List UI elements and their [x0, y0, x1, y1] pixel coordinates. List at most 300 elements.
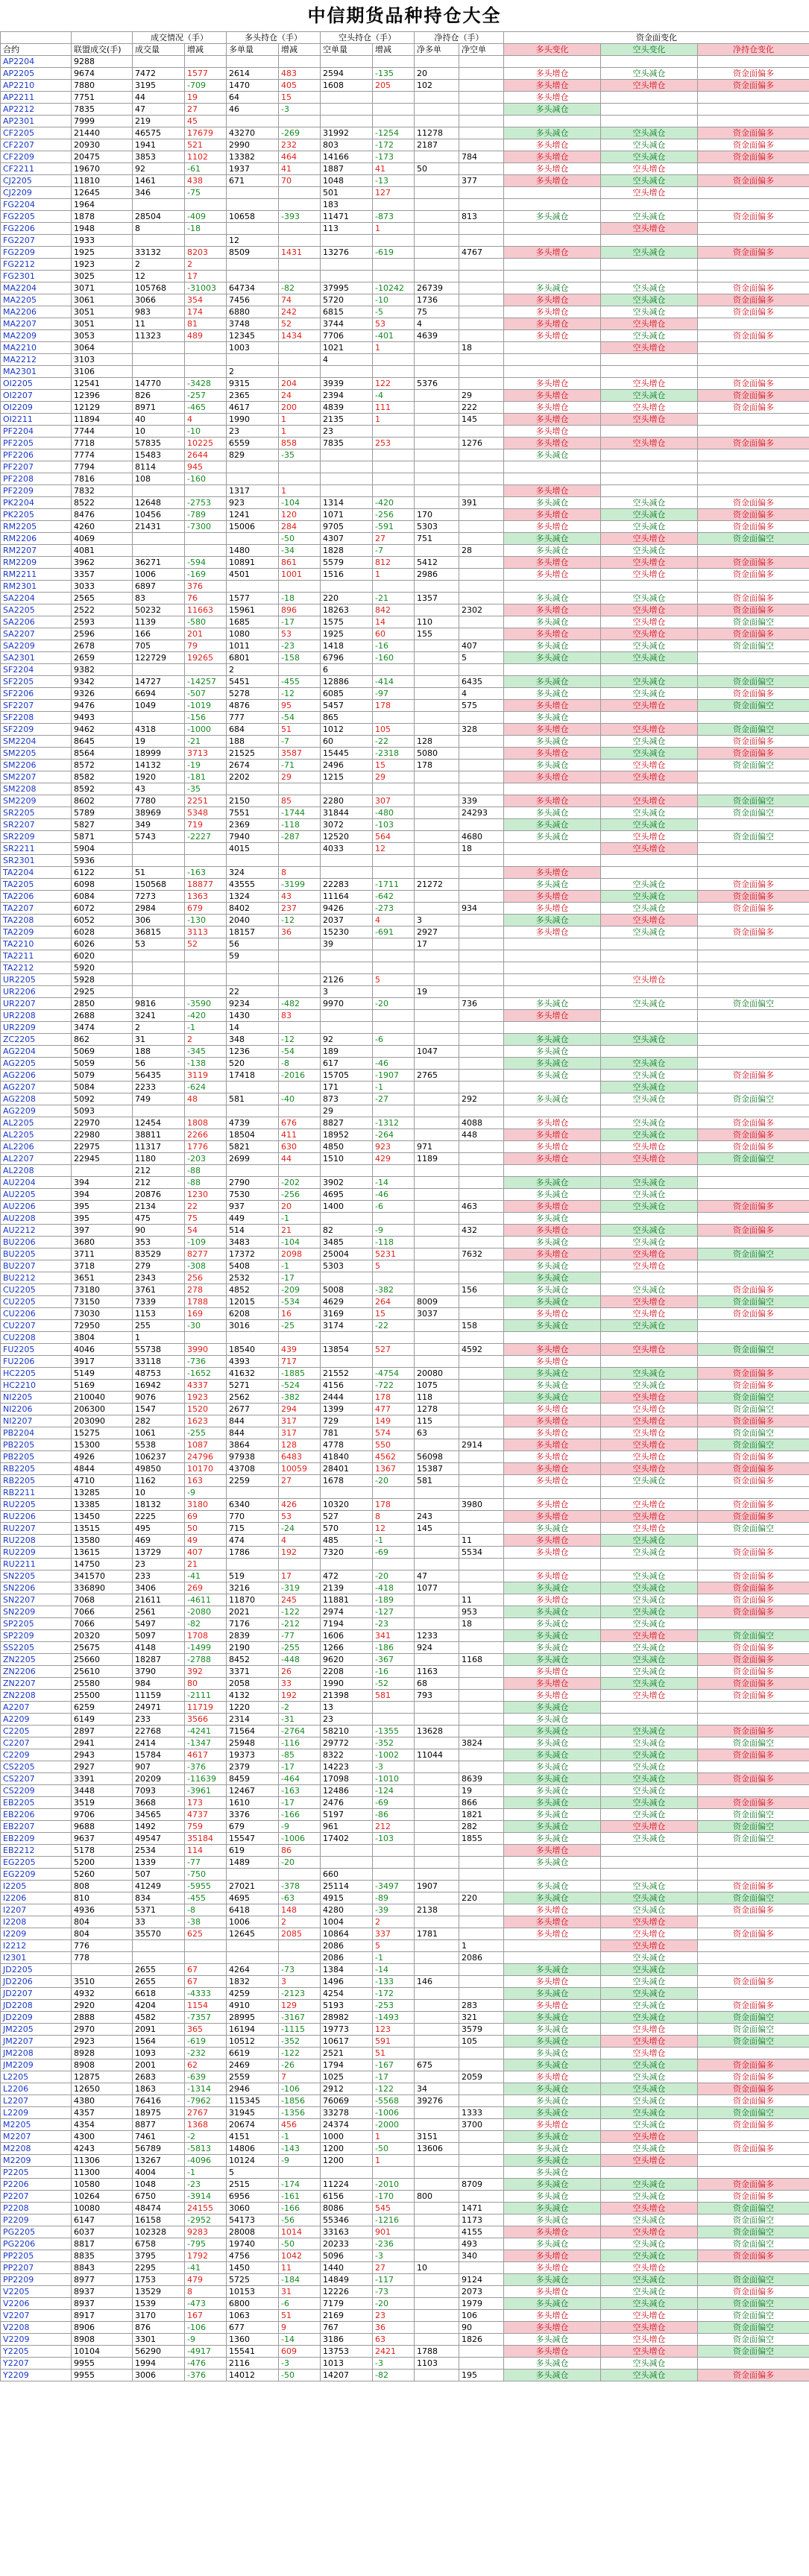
cell-contract[interactable]: SF2209 [1, 724, 72, 736]
cell-exchange-total: 2522 [72, 604, 133, 616]
cell-contract[interactable]: RM2205 [1, 521, 72, 533]
cell-contract[interactable]: PG2206 [1, 2238, 72, 2250]
cell-contract[interactable]: TA2211 [1, 950, 72, 962]
cell-contract[interactable]: M2205 [1, 2119, 72, 2131]
cell-contract[interactable]: I2205 [1, 1881, 72, 1892]
cell-exchange-total: 13285 [72, 1487, 133, 1499]
cell-contract[interactable]: PF2209 [1, 485, 72, 497]
cell-short-change [373, 986, 415, 998]
cell-contract[interactable]: RU2206 [1, 1511, 72, 1523]
table-row [1, 497, 809, 509]
cell-contract[interactable]: EB2207 [1, 1821, 72, 1833]
cell-contract[interactable]: UR2205 [1, 974, 72, 986]
cell-contract[interactable]: AL2205 [1, 1129, 72, 1141]
cell-net-long: 110 [415, 616, 459, 628]
cell-contract[interactable]: M2207 [1, 2131, 72, 2143]
cell-contract[interactable]: SF2207 [1, 700, 72, 712]
cell-long-change [279, 259, 321, 271]
cell-contract[interactable]: L2207 [1, 2095, 72, 2107]
cell-contract[interactable]: RB2205 [1, 1463, 72, 1475]
cell-contract[interactable]: SR2211 [1, 843, 72, 855]
cell-contract[interactable]: RM2206 [1, 533, 72, 545]
cell-contract[interactable]: RM2211 [1, 569, 72, 581]
cell-net-short [459, 354, 504, 366]
cell-contract[interactable]: AU2204 [1, 1177, 72, 1189]
cell-exchange-total: 3053 [72, 330, 133, 342]
cell-net-long [415, 1010, 459, 1022]
cell-contract[interactable]: FG2212 [1, 259, 72, 271]
cell-contract[interactable]: SA2301 [1, 652, 72, 664]
cell-short-qty: 18263 [321, 604, 373, 616]
cell-contract[interactable]: M2208 [1, 2143, 72, 2155]
cell-contract[interactable]: PB2205 [1, 1439, 72, 1451]
cell-long-change-tag: 多头减仓 [504, 1797, 601, 1809]
cell-short-change: -1 [373, 1535, 415, 1547]
cell-vol-change: 4737 [185, 1809, 227, 1821]
cell-contract[interactable]: HC2210 [1, 1380, 72, 1392]
cell-net-short [459, 1976, 504, 1988]
cell-contract[interactable]: SN2207 [1, 1594, 72, 1606]
cell-contract[interactable]: RM2209 [1, 557, 72, 569]
cell-contract[interactable]: PF2204 [1, 426, 72, 438]
cell-contract[interactable]: CU2208 [1, 1332, 72, 1344]
cell-contract[interactable]: SP2209 [1, 1630, 72, 1642]
cell-exchange-total: 210040 [72, 1392, 133, 1404]
cell-short-change-tag [601, 259, 698, 271]
cell-exchange-total: 13450 [72, 1511, 133, 1523]
cell-contract[interactable]: MA2209 [1, 330, 72, 342]
cell-contract[interactable]: OI2207 [1, 390, 72, 402]
cell-contract[interactable]: FG2209 [1, 247, 72, 259]
cell-net-short: 282 [459, 1821, 504, 1833]
cell-contract[interactable]: PK2205 [1, 509, 72, 521]
cell-contract[interactable]: BU2205 [1, 1248, 72, 1260]
cell-contract[interactable]: SM2208 [1, 783, 72, 795]
cell-contract[interactable]: AU2205 [1, 1189, 72, 1201]
cell-volume: 1564 [133, 2036, 185, 2048]
cell-contract[interactable]: AL2206 [1, 1141, 72, 1153]
cell-contract[interactable]: CF2209 [1, 151, 72, 163]
cell-contract[interactable]: TA2208 [1, 915, 72, 926]
cell-contract[interactable]: M2209 [1, 2155, 72, 2167]
cell-contract[interactable]: SS2205 [1, 1642, 72, 1654]
header-long-change-col: 多头变化 [504, 44, 601, 56]
cell-contract[interactable]: P2209 [1, 2214, 72, 2226]
cell-contract[interactable]: A2207 [1, 1702, 72, 1714]
cell-long-change-tag: 多头增仓 [504, 1153, 601, 1165]
cell-long-change: -3199 [279, 879, 321, 891]
cell-contract[interactable]: SF2204 [1, 664, 72, 676]
cell-contract[interactable]: UR2209 [1, 1022, 72, 1034]
cell-contract[interactable]: RM2207 [1, 545, 72, 557]
cell-short-change: -253 [373, 2000, 415, 2012]
cell-volume: 2001 [133, 2059, 185, 2071]
cell-contract[interactable]: SM2209 [1, 795, 72, 807]
cell-fund-tag [698, 843, 809, 855]
cell-contract[interactable]: C2205 [1, 1726, 72, 1737]
cell-net-short: 1979 [459, 2298, 504, 2310]
cell-contract[interactable]: JM2209 [1, 2059, 72, 2071]
cell-net-long: 34 [415, 2083, 459, 2095]
cell-contract[interactable]: EG2205 [1, 1857, 72, 1869]
cell-contract[interactable]: EG2209 [1, 1869, 72, 1881]
cell-vol-change: -465 [185, 402, 227, 414]
cell-contract[interactable]: SA2207 [1, 628, 72, 640]
cell-contract[interactable]: BU2207 [1, 1260, 72, 1272]
cell-contract[interactable]: ZC2205 [1, 1034, 72, 1046]
cell-contract[interactable]: CU2205 [1, 1296, 72, 1308]
cell-contract[interactable]: SR2207 [1, 819, 72, 831]
cell-contract[interactable]: SA2209 [1, 640, 72, 652]
cell-contract[interactable]: MA2301 [1, 366, 72, 378]
cell-vol-change: -7300 [185, 521, 227, 533]
cell-contract[interactable]: SR2205 [1, 807, 72, 819]
cell-volume: 5097 [133, 1630, 185, 1642]
cell-contract[interactable]: V2207 [1, 2310, 72, 2322]
cell-fund-tag: 资金面偏多 [698, 557, 809, 569]
cell-long-change: 86 [279, 1845, 321, 1857]
cell-contract[interactable]: MA2204 [1, 282, 72, 294]
cell-contract[interactable]: Y2205 [1, 2346, 72, 2358]
cell-short-change: 1 [373, 342, 415, 354]
cell-contract[interactable]: SA2205 [1, 604, 72, 616]
table-row [1, 247, 809, 259]
table-row [1, 926, 809, 938]
cell-vol-change: 1102 [185, 151, 227, 163]
cell-contract[interactable]: CF2207 [1, 139, 72, 151]
cell-contract[interactable]: SN2205 [1, 1570, 72, 1582]
cell-contract[interactable]: NI2207 [1, 1415, 72, 1427]
cell-net-long [415, 2370, 459, 2381]
cell-fund-tag: 资金面偏空 [698, 795, 809, 807]
cell-contract[interactable]: JD2208 [1, 2000, 72, 2012]
table-row [1, 1129, 809, 1141]
cell-contract[interactable]: JM2207 [1, 2036, 72, 2048]
cell-contract[interactable]: SN2209 [1, 1606, 72, 1618]
cell-exchange-total: 4069 [72, 533, 133, 545]
cell-vol-change: 256 [185, 1272, 227, 1284]
cell-contract[interactable]: AP2210 [1, 80, 72, 92]
cell-net-short [459, 760, 504, 771]
cell-contract[interactable]: V2206 [1, 2298, 72, 2310]
cell-contract[interactable]: SA2204 [1, 593, 72, 604]
cell-contract[interactable]: SM2205 [1, 748, 72, 760]
cell-contract[interactable]: Y2209 [1, 2370, 72, 2381]
cell-contract[interactable]: FG2301 [1, 271, 72, 282]
cell-net-short [459, 974, 504, 986]
cell-contract[interactable]: TA2204 [1, 867, 72, 879]
cell-long-qty: 2614 [227, 68, 279, 80]
cell-contract[interactable]: SM2206 [1, 760, 72, 771]
cell-contract[interactable]: AP2211 [1, 92, 72, 104]
cell-contract[interactable]: FG2207 [1, 235, 72, 247]
cell-contract[interactable]: SP2205 [1, 1618, 72, 1630]
cell-contract[interactable]: TA2205 [1, 879, 72, 891]
cell-contract[interactable]: EB2205 [1, 1797, 72, 1809]
cell-contract[interactable]: L2206 [1, 2083, 72, 2095]
cell-contract[interactable]: ZN2205 [1, 1654, 72, 1666]
cell-contract[interactable]: RU2211 [1, 1559, 72, 1570]
cell-contract[interactable]: SR2301 [1, 855, 72, 867]
cell-vol-change: 5348 [185, 807, 227, 819]
cell-contract[interactable]: MA2207 [1, 318, 72, 330]
cell-contract[interactable]: NI2205 [1, 1392, 72, 1404]
cell-fund-tag: 资金面偏多 [698, 2143, 809, 2155]
cell-contract[interactable]: UR2207 [1, 998, 72, 1010]
cell-contract[interactable]: JM2208 [1, 2048, 72, 2059]
cell-long-qty: 684 [227, 724, 279, 736]
cell-long-qty [227, 1559, 279, 1570]
cell-contract[interactable]: OI2205 [1, 378, 72, 390]
cell-contract[interactable]: CS2209 [1, 1785, 72, 1797]
cell-contract[interactable]: CU2205 [1, 1284, 72, 1296]
cell-contract[interactable]: AU2212 [1, 1225, 72, 1237]
cell-vol-change: -38 [185, 1916, 227, 1928]
cell-volume: 44 [133, 92, 185, 104]
cell-contract[interactable]: SF2205 [1, 676, 72, 688]
cell-fund-tag [698, 449, 809, 461]
cell-contract[interactable]: AU2206 [1, 1201, 72, 1213]
cell-contract[interactable]: CJ2209 [1, 187, 72, 199]
cell-contract[interactable]: CS2207 [1, 1773, 72, 1785]
cell-contract[interactable]: MA2206 [1, 306, 72, 318]
cell-contract[interactable]: RB2205 [1, 1475, 72, 1487]
cell-vol-change: -41 [185, 2262, 227, 2274]
cell-contract[interactable]: PG2205 [1, 2226, 72, 2238]
cell-net-long [415, 652, 459, 664]
cell-contract[interactable]: UR2206 [1, 986, 72, 998]
cell-contract[interactable]: OI2209 [1, 402, 72, 414]
cell-contract[interactable]: V2208 [1, 2322, 72, 2334]
cell-contract[interactable]: Y2207 [1, 2358, 72, 2370]
cell-contract[interactable]: TA2209 [1, 926, 72, 938]
cell-contract[interactable]: CS2205 [1, 1761, 72, 1773]
cell-contract[interactable]: SN2206 [1, 1582, 72, 1594]
cell-contract[interactable]: SM2207 [1, 771, 72, 783]
cell-exchange-total: 14750 [72, 1559, 133, 1570]
cell-contract[interactable]: AG2204 [1, 1046, 72, 1058]
cell-short-change: -1355 [373, 1726, 415, 1737]
cell-contract[interactable]: SF2208 [1, 712, 72, 724]
cell-contract[interactable]: L2205 [1, 2071, 72, 2083]
cell-long-qty: 2515 [227, 2179, 279, 2191]
cell-contract[interactable]: V2209 [1, 2334, 72, 2346]
table-row [1, 950, 809, 962]
cell-contract[interactable]: C2207 [1, 1737, 72, 1749]
cell-contract[interactable]: JD2206 [1, 1976, 72, 1988]
cell-long-change-tag: 多头增仓 [504, 1201, 601, 1213]
cell-contract[interactable]: PK2204 [1, 497, 72, 509]
cell-long-qty: 5408 [227, 1260, 279, 1272]
cell-vol-change: -9 [185, 1487, 227, 1499]
cell-contract[interactable]: AP2212 [1, 104, 72, 116]
cell-contract[interactable]: AP2301 [1, 116, 72, 127]
cell-contract[interactable]: P2205 [1, 2167, 72, 2179]
cell-long-change: -1744 [279, 807, 321, 819]
cell-net-long [415, 1618, 459, 1630]
cell-contract[interactable]: UR2208 [1, 1010, 72, 1022]
cell-contract[interactable]: AG2205 [1, 1058, 72, 1070]
cell-volume: 907 [133, 1761, 185, 1773]
cell-short-change-tag [601, 1213, 698, 1225]
cell-exchange-total: 7832 [72, 485, 133, 497]
cell-short-change: 15 [373, 1308, 415, 1320]
cell-contract[interactable]: TA2210 [1, 938, 72, 950]
cell-contract[interactable]: I2208 [1, 1916, 72, 1928]
cell-contract[interactable]: OI2211 [1, 414, 72, 426]
cell-vol-change: -709 [185, 80, 227, 92]
cell-contract[interactable]: AL2205 [1, 1117, 72, 1129]
cell-short-change [373, 664, 415, 676]
cell-short-change-tag: 空头增仓 [601, 1141, 698, 1153]
cell-contract[interactable]: SR2209 [1, 831, 72, 843]
cell-volume: 1162 [133, 1475, 185, 1487]
cell-contract[interactable]: JD2207 [1, 1988, 72, 2000]
cell-short-change-tag: 空头减仓 [601, 545, 698, 557]
cell-net-short: 4592 [459, 1344, 504, 1356]
cell-contract[interactable]: AL2208 [1, 1165, 72, 1177]
cell-contract[interactable]: RU2208 [1, 1535, 72, 1547]
cell-contract[interactable]: I2209 [1, 1928, 72, 1940]
cell-contract[interactable]: RM2301 [1, 581, 72, 593]
cell-contract[interactable]: PF2205 [1, 438, 72, 449]
cell-long-change: 21 [279, 1225, 321, 1237]
cell-contract[interactable]: AG2209 [1, 1105, 72, 1117]
cell-net-long: 1047 [415, 1046, 459, 1058]
cell-contract[interactable]: RU2209 [1, 1547, 72, 1559]
cell-short-qty [321, 962, 373, 974]
cell-contract[interactable]: ZN2207 [1, 1678, 72, 1690]
cell-net-short: 866 [459, 1797, 504, 1809]
cell-contract[interactable]: AG2206 [1, 1070, 72, 1082]
cell-contract[interactable]: A2209 [1, 1714, 72, 1726]
cell-contract[interactable]: FG2205 [1, 211, 72, 223]
cell-vol-change [185, 533, 227, 545]
cell-contract[interactable]: EB2212 [1, 1845, 72, 1857]
cell-long-qty [227, 581, 279, 593]
cell-contract[interactable]: CJ2205 [1, 175, 72, 187]
cell-long-qty: 2190 [227, 1642, 279, 1654]
cell-long-qty: 27021 [227, 1881, 279, 1892]
cell-long-qty: 15547 [227, 1833, 279, 1845]
cell-contract[interactable]: CU2206 [1, 1308, 72, 1320]
cell-long-change: -212 [279, 1618, 321, 1630]
cell-contract[interactable]: EB2206 [1, 1809, 72, 1821]
cell-long-qty: 59 [227, 950, 279, 962]
cell-contract[interactable]: RU2205 [1, 1499, 72, 1511]
cell-fund-tag [698, 1213, 809, 1225]
cell-contract[interactable]: MA2210 [1, 342, 72, 354]
cell-long-change [279, 473, 321, 485]
cell-contract[interactable]: PP2209 [1, 2274, 72, 2286]
cell-contract[interactable]: PF2207 [1, 461, 72, 473]
cell-short-change [373, 581, 415, 593]
cell-fund-tag [698, 1964, 809, 1976]
cell-contract[interactable]: AU2208 [1, 1213, 72, 1225]
cell-exchange-total: 20320 [72, 1630, 133, 1642]
cell-contract[interactable]: L2209 [1, 2107, 72, 2119]
cell-contract[interactable]: ZN2208 [1, 1690, 72, 1702]
table-row [1, 223, 809, 235]
cell-contract[interactable]: PF2206 [1, 449, 72, 461]
cell-contract[interactable]: C2209 [1, 1749, 72, 1761]
cell-contract[interactable]: SA2206 [1, 616, 72, 628]
cell-contract[interactable]: PF2208 [1, 473, 72, 485]
cell-contract[interactable]: MA2212 [1, 354, 72, 366]
cell-contract[interactable]: TA2206 [1, 891, 72, 903]
cell-contract[interactable]: FG2204 [1, 199, 72, 211]
cell-volume: 13529 [133, 2286, 185, 2298]
cell-net-short [459, 1010, 504, 1022]
cell-contract[interactable]: PB2205 [1, 1451, 72, 1463]
cell-contract[interactable]: ZN2206 [1, 1666, 72, 1678]
cell-contract[interactable]: FU2206 [1, 1356, 72, 1368]
cell-contract[interactable]: HC2205 [1, 1368, 72, 1380]
cell-long-qty: 56 [227, 938, 279, 950]
cell-contract[interactable]: AL2207 [1, 1153, 72, 1165]
cell-contract[interactable]: I2206 [1, 1892, 72, 1904]
cell-contract[interactable]: CF2205 [1, 127, 72, 139]
cell-contract[interactable]: PP2205 [1, 2250, 72, 2262]
cell-contract[interactable]: FG2206 [1, 223, 72, 235]
cell-net-short: 1821 [459, 1809, 504, 1821]
cell-contract[interactable]: AP2204 [1, 56, 72, 68]
table-row [1, 211, 809, 223]
cell-contract[interactable]: BU2212 [1, 1272, 72, 1284]
cell-long-change: 41 [279, 163, 321, 175]
cell-contract[interactable]: EB2209 [1, 1833, 72, 1845]
cell-contract[interactable]: SM2204 [1, 736, 72, 748]
cell-contract[interactable]: SF2206 [1, 688, 72, 700]
cell-contract[interactable]: P2207 [1, 2191, 72, 2203]
cell-vol-change: -789 [185, 509, 227, 521]
cell-contract[interactable]: PB2204 [1, 1427, 72, 1439]
cell-contract[interactable]: P2208 [1, 2203, 72, 2214]
cell-contract[interactable]: BU2206 [1, 1237, 72, 1248]
cell-contract[interactable]: I2207 [1, 1904, 72, 1916]
cell-contract[interactable]: JM2205 [1, 2024, 72, 2036]
cell-contract[interactable]: TA2212 [1, 962, 72, 974]
cell-fund-tag: 资金面偏多 [698, 736, 809, 748]
cell-contract[interactable]: PP2207 [1, 2262, 72, 2274]
cell-contract[interactable]: MA2205 [1, 294, 72, 306]
cell-contract[interactable]: I2301 [1, 1952, 72, 1964]
cell-long-change-tag: 多头增仓 [504, 604, 601, 616]
cell-contract[interactable]: CU2207 [1, 1320, 72, 1332]
cell-volume: 212 [133, 1177, 185, 1189]
cell-contract[interactable]: FU2205 [1, 1344, 72, 1356]
cell-volume: 5497 [133, 1618, 185, 1630]
cell-contract[interactable]: RB2211 [1, 1487, 72, 1499]
cell-contract[interactable]: RU2207 [1, 1523, 72, 1535]
cell-contract[interactable]: V2205 [1, 2286, 72, 2298]
cell-contract[interactable]: P2206 [1, 2179, 72, 2191]
cell-net-long [415, 2310, 459, 2322]
cell-net-short [459, 378, 504, 390]
cell-contract[interactable]: JD2205 [1, 1964, 72, 1976]
cell-contract[interactable]: TA2207 [1, 903, 72, 915]
cell-exchange-total: 6020 [72, 950, 133, 962]
cell-net-long: 2765 [415, 1070, 459, 1082]
cell-long-change-tag: 多头增仓 [504, 1666, 601, 1678]
cell-contract[interactable]: CF2211 [1, 163, 72, 175]
cell-contract[interactable]: NI2206 [1, 1404, 72, 1415]
cell-contract[interactable]: AG2208 [1, 1093, 72, 1105]
cell-contract[interactable]: AP2205 [1, 68, 72, 80]
cell-contract[interactable]: JD2209 [1, 2012, 72, 2024]
cell-contract[interactable]: I2212 [1, 1940, 72, 1952]
cell-contract[interactable]: AG2207 [1, 1082, 72, 1093]
